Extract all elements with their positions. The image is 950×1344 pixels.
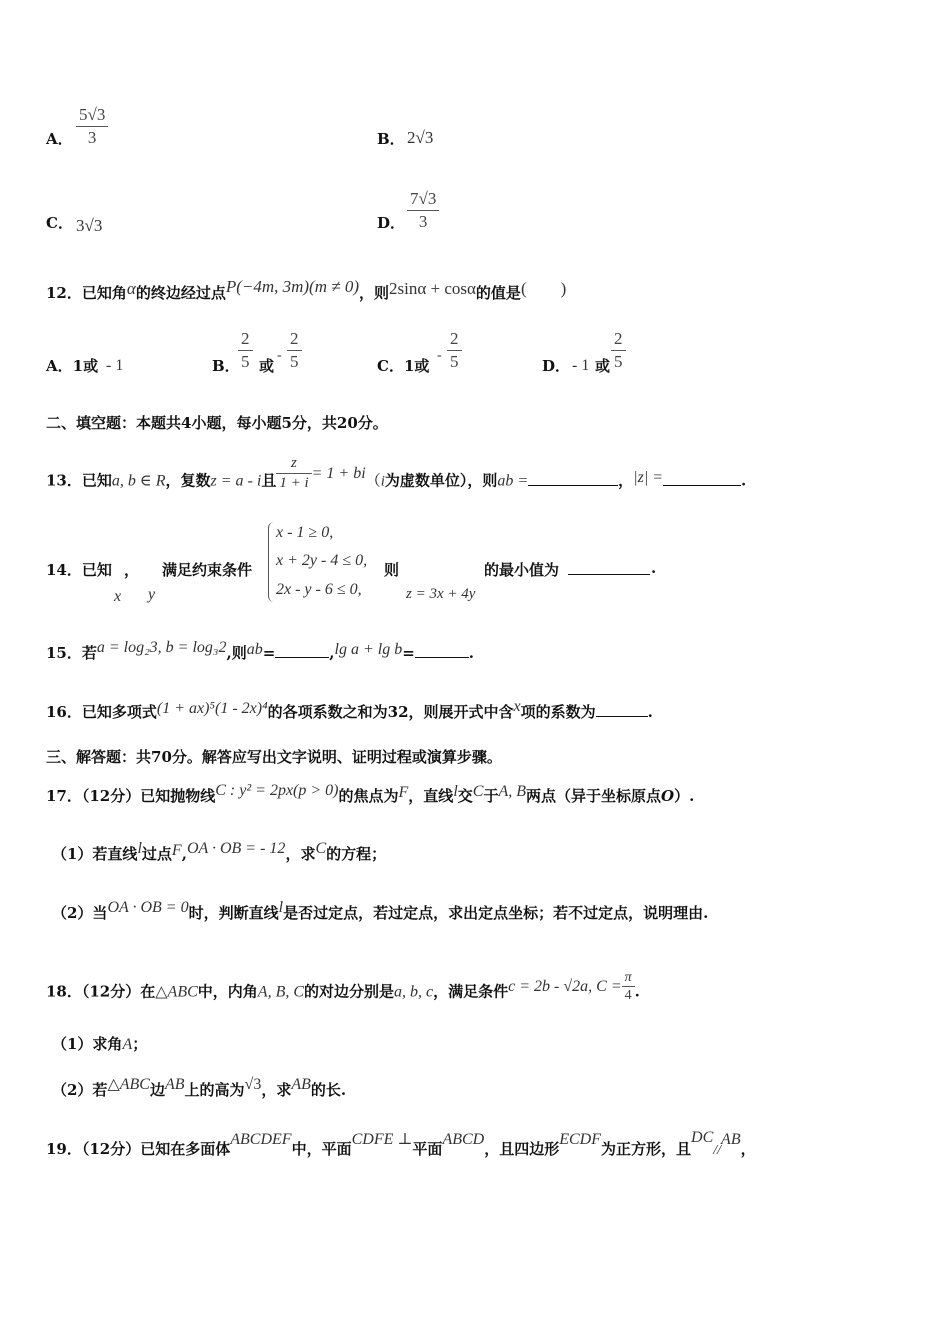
- fraction: $\frac{2}{5}$: [287, 328, 302, 373]
- fraction: $\frac{z}{1 + i}$: [276, 454, 311, 493]
- question-16: 16．已知多项式(1 + ax)⁵(1 - 2x)⁴的各项系数之和为32，则展开式中含x项的系数为 .: [46, 698, 653, 721]
- option-label: B．: [377, 130, 405, 148]
- answer-blank[interactable]: [415, 643, 469, 658]
- section-heading: 二、填空题：本题共4小题，每小题5分，共20分。: [46, 414, 388, 432]
- fraction: $\frac{2}{5}$: [611, 328, 626, 373]
- option-value: 3√3: [76, 216, 103, 235]
- question-17: 17．（12分）已知抛物线C : y² = 2px(p > 0)的焦点为F，直线l交C于A, B两点（异于坐标原点O）.: [46, 782, 695, 805]
- fraction: $\frac{5√3}{3}$: [76, 104, 108, 149]
- question-17-part-2: （2）当OA · OB = 0时，判断直线l是否过定点，若过定点，求出定点坐标；若不过定点，说明理由.: [52, 899, 709, 922]
- option-value: 2√3: [407, 128, 434, 147]
- q12-option-b: B．: [212, 357, 240, 375]
- fraction: $\frac{7√3}{3}$: [407, 188, 439, 233]
- section-heading: 三、解答题：共70分。解答应写出文字说明、证明过程或演算步骤。: [46, 748, 502, 766]
- question-15: 15．若a = log₂3, b = log₃2,则ab= ,lg a + lg b= .: [46, 639, 475, 662]
- q12-option-d: D．: [542, 357, 571, 375]
- question-18: 18．（12分）在△ABC中，内角A, B, C的对边分别是a, b, c，满足条件c = 2b - √2a, C = $\frac{\pi}{4}$ .: [46, 970, 640, 1003]
- q12-option-a: A．1或: [46, 357, 99, 375]
- answer-blank[interactable]: [663, 471, 741, 486]
- option-label: D．: [377, 214, 406, 232]
- option-label: A．: [46, 130, 73, 148]
- question-19: 19．（12分）已知在多面体ABCDEF中，平面CDFE ⊥平面ABCD，且四边形ECDF为正方形，且DC//AB，: [46, 1129, 756, 1158]
- question-12: 12．已知角α的终边经过点P(−4m, 3m)(m ≠ 0)，则2sinα + cosα的值是( ): [46, 277, 567, 302]
- fraction: $\frac{\pi}{4}$: [622, 969, 635, 1004]
- q12-option-c: C．1或: [377, 357, 430, 375]
- question-18-part-2: （2）若△ABC边AB上的高为√3，求AB的长.: [52, 1076, 347, 1099]
- question-13: 13．已知a, b ∈ R，复数z = a - i且 $\frac{z}{1 + i}$ = 1 + bi（i为虚数单位），则ab = ，|z| = .: [46, 455, 747, 491]
- answer-blank[interactable]: [275, 643, 329, 658]
- system-brace: [268, 522, 275, 602]
- question-18-part-1: （1）求角A；: [52, 1035, 148, 1053]
- answer-blank[interactable]: [528, 471, 618, 486]
- fraction: $\frac{2}{5}$: [238, 328, 253, 373]
- answer-blank[interactable]: [596, 702, 648, 717]
- answer-blank[interactable]: [568, 560, 650, 575]
- option-label: C．: [46, 214, 73, 232]
- question-17-part-1: （1）若直线l过点F,OA · OB = - 12，求C的方程；: [52, 840, 387, 863]
- fraction: $\frac{2}{5}$: [447, 328, 462, 373]
